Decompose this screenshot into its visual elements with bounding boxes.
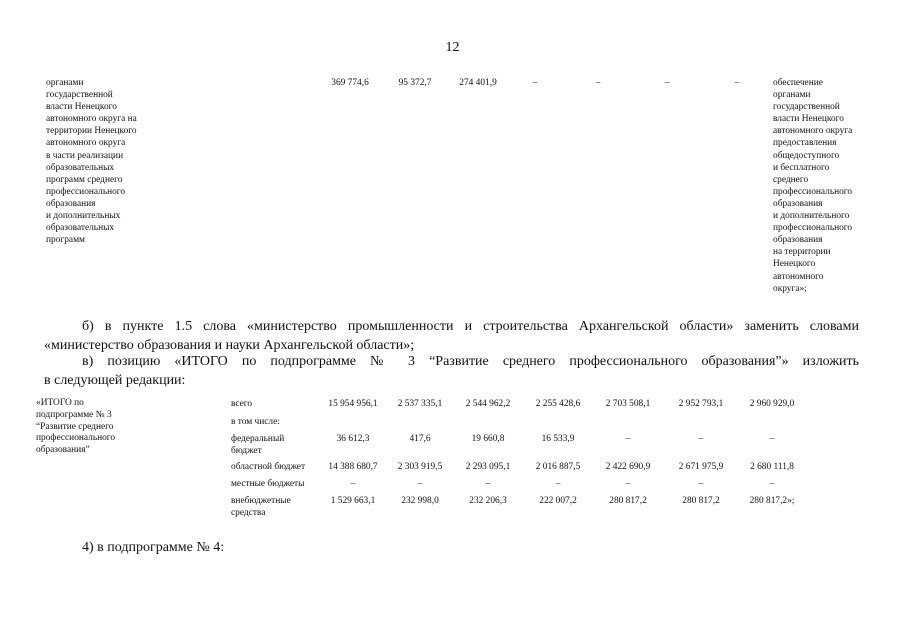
result-line: автономного (773, 271, 824, 282)
result-line: государственной (773, 102, 840, 113)
table2-cell: – (625, 479, 631, 489)
paragraph-v-line2: в следующей редакции: (44, 373, 186, 388)
label-line: территории Ненецкого (46, 126, 137, 137)
table2-cell: 2 703 508,1 (605, 399, 651, 409)
label-line: образовательных (46, 162, 115, 173)
table2-row-name: всего (231, 399, 253, 409)
table2-cell: 36 612,3 (336, 434, 370, 444)
row-name-line: внебюджетные (231, 496, 291, 506)
page-number: 12 (445, 40, 460, 55)
table2-cell: 16 533,9 (541, 434, 575, 444)
result-line: органами (773, 90, 811, 101)
label-line: образовательных (46, 223, 115, 234)
result-line: власти Ненецкого (773, 114, 844, 125)
table2-row-name (231, 495, 291, 519)
result-line: профессионального (773, 223, 853, 234)
table2-cell: 232 998,0 (401, 496, 439, 506)
paragraph-b-line1: б) в пункте 1.5 слова «министерство промышленности и строительства Архангельской области» заменить словами (82, 319, 859, 334)
table2-cell: 1 529 663,1 (330, 496, 376, 506)
table2-cell: – (350, 479, 356, 489)
label-line: в части реализации (46, 150, 124, 161)
row-name-line: бюджет (231, 446, 262, 456)
result-line: образования (773, 235, 823, 246)
table2-cell: 2 303 919,5 (397, 462, 443, 472)
table2-cell: 14 388 680,7 (328, 462, 378, 472)
table2-cell: 222 007,2 (539, 496, 577, 506)
table2-cell: 417,6 (409, 434, 431, 444)
table1-value: 369 774,6 (331, 78, 369, 88)
table2-cell: 19 660,8 (471, 434, 505, 444)
result-line: и бесплатного (773, 162, 830, 173)
table2-cell: 2 671 975,9 (678, 462, 724, 472)
label-line: профессионального (36, 433, 116, 444)
label-line: власти Ненецкого (46, 102, 117, 113)
result-line: обеспечение (773, 78, 823, 88)
table2-cell: 2 293 095,1 (465, 462, 511, 472)
label-line: автономного округа (46, 138, 126, 149)
result-line: автономного округа (773, 126, 853, 137)
table1-row-label (46, 77, 166, 246)
table2-cell: – (625, 434, 631, 444)
table1-value: – (595, 78, 601, 88)
table2-cell: – (769, 479, 775, 489)
row-name-line: средства (231, 508, 266, 518)
label-line: органами (46, 78, 84, 88)
label-line: программ среднего (46, 174, 123, 185)
table2-cell: 280 817,2 (682, 496, 720, 506)
label-line: и дополнительных (46, 211, 121, 222)
label-line: образования” (36, 445, 90, 456)
table1-value: 274 401,9 (459, 78, 497, 88)
table2-cell: 2 952 793,1 (678, 399, 724, 409)
table1-result (773, 77, 883, 295)
label-line: профессионального (46, 186, 126, 197)
paragraph-b-line2: «министерство образования и науки Архангельской области»; (44, 338, 415, 353)
table2-cell: 2 422 690,9 (605, 462, 651, 472)
result-line: предоставления (773, 138, 837, 149)
result-line: профессионального (773, 186, 853, 197)
label-line: образования (46, 198, 96, 209)
label-line: государственной (46, 90, 113, 101)
label-line: программ (46, 235, 85, 246)
result-line: образования (773, 198, 823, 209)
table1-value: 95 372,7 (398, 78, 432, 88)
table2-row-name (231, 433, 284, 457)
table2-cell: 2 544 962,2 (465, 399, 511, 409)
label-line: подпрограмме № 3 (36, 409, 112, 420)
table2-label (36, 398, 166, 457)
table1-value: – (664, 78, 670, 88)
table2-cell: – (698, 479, 704, 489)
table2-cell: 2 255 428,6 (535, 399, 581, 409)
table2-cell: 2 016 887,5 (535, 462, 581, 472)
paragraph-item4: 4) в подпрограмме № 4: (82, 540, 225, 555)
result-line: на территории (773, 247, 831, 258)
table2-cell: – (769, 434, 775, 444)
table2-cell: – (417, 479, 423, 489)
row-name-line: федеральный (231, 434, 285, 444)
table2-cell: 2 680 111,8 (750, 462, 794, 472)
table2-cell: – (485, 479, 491, 489)
table2-cell: 15 954 956,1 (328, 399, 378, 409)
label-line: «ИТОГО по (36, 398, 84, 408)
result-line: и дополнительного (773, 211, 850, 222)
table2-cell: 2 537 335,1 (397, 399, 443, 409)
table2-cell: 2 960 929,0 (749, 399, 795, 409)
paragraph-v-line1: в) позицию «ИТОГО по подпрограмме № 3 “Развитие среднего профессионального образования”» изложить (82, 354, 859, 369)
label-line: автономного округа на (46, 114, 137, 125)
table1-value: – (532, 78, 538, 88)
table2-cell: – (555, 479, 561, 489)
table1-value: – (734, 78, 740, 88)
table2-cell: 280 817,2 (609, 496, 647, 506)
table2-cell: 232 206,3 (469, 496, 507, 506)
table2-row-name: местные бюджеты (231, 479, 305, 489)
label-line: “Развитие среднего (36, 421, 114, 432)
table2-row-name: областной бюджет (231, 462, 306, 472)
table2-row-name: в том числе: (231, 417, 280, 427)
result-line: среднего (773, 174, 809, 185)
result-line: Ненецкого (773, 259, 816, 270)
result-line: округа»; (773, 283, 807, 294)
result-line: общедоступного (773, 150, 840, 161)
table2-cell: 280 817,2»; (749, 496, 795, 506)
table2-cell: – (698, 434, 704, 444)
